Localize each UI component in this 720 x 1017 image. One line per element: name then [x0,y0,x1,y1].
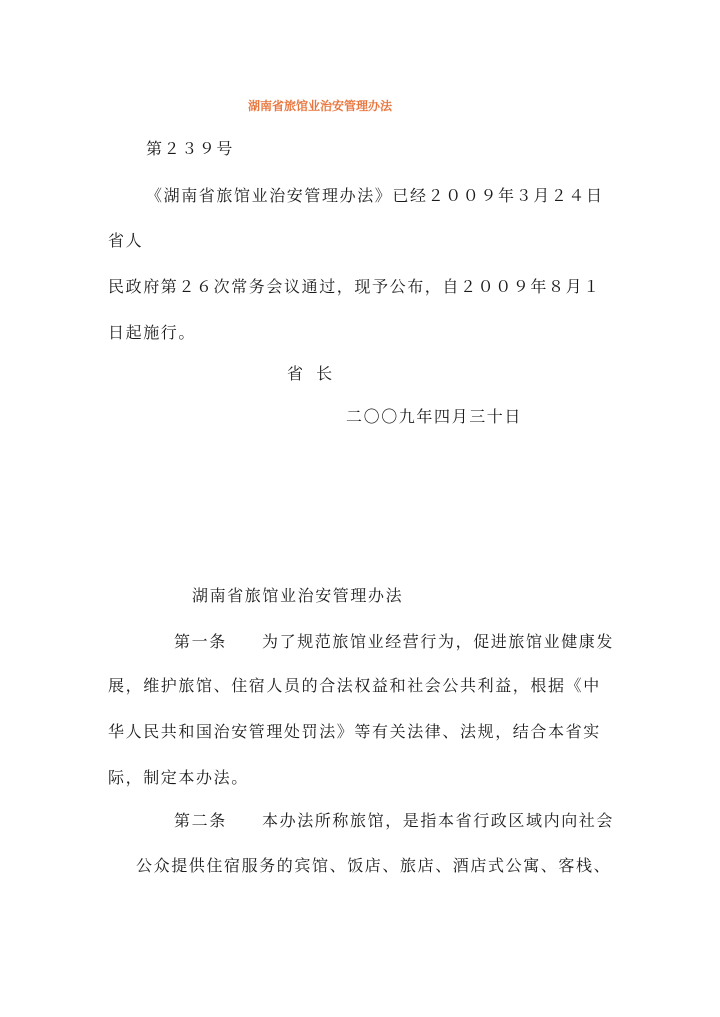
article-1-line-1: 第一条 为了规范旅馆业经营行为，促进旅馆业健康发 [174,632,615,651]
article-2-line-2: 公众提供住宿服务的宾馆、饭店、旅店、酒店式公寓、客栈、 [136,856,612,875]
announcement-line-1: 《湖南省旅馆业治安管理办法》已经２００９年３月２４日 [146,186,604,205]
announcement-line-2: 省人 [108,231,144,250]
signing-date: 二〇〇九年四月三十日 [346,407,523,426]
article-2-line-1: 第二条 本办法所称旅馆，是指本省行政区域内向社会 [174,811,615,830]
article-1-line-3: 华人民共和国治安管理处罚法》等有关法律、法规，结合本省实 [108,722,601,741]
announcement-line-4: 日起施行。 [108,323,197,342]
announcement-line-3: 民政府第２６次常务会议通过，现予公布，自２００９年８月１ [108,277,601,296]
order-number: 第２３９号 [146,139,235,158]
signer-title: 省 长 [287,364,337,383]
article-1-line-2: 展，维护旅馆、住宿人员的合法权益和社会公共利益，根据《中 [108,676,601,695]
header-title: 湖南省旅馆业治安管理办法 [248,99,393,113]
body-title: 湖南省旅馆业治安管理办法 [192,586,404,605]
article-1-line-4: 际，制定本办法。 [108,768,249,787]
